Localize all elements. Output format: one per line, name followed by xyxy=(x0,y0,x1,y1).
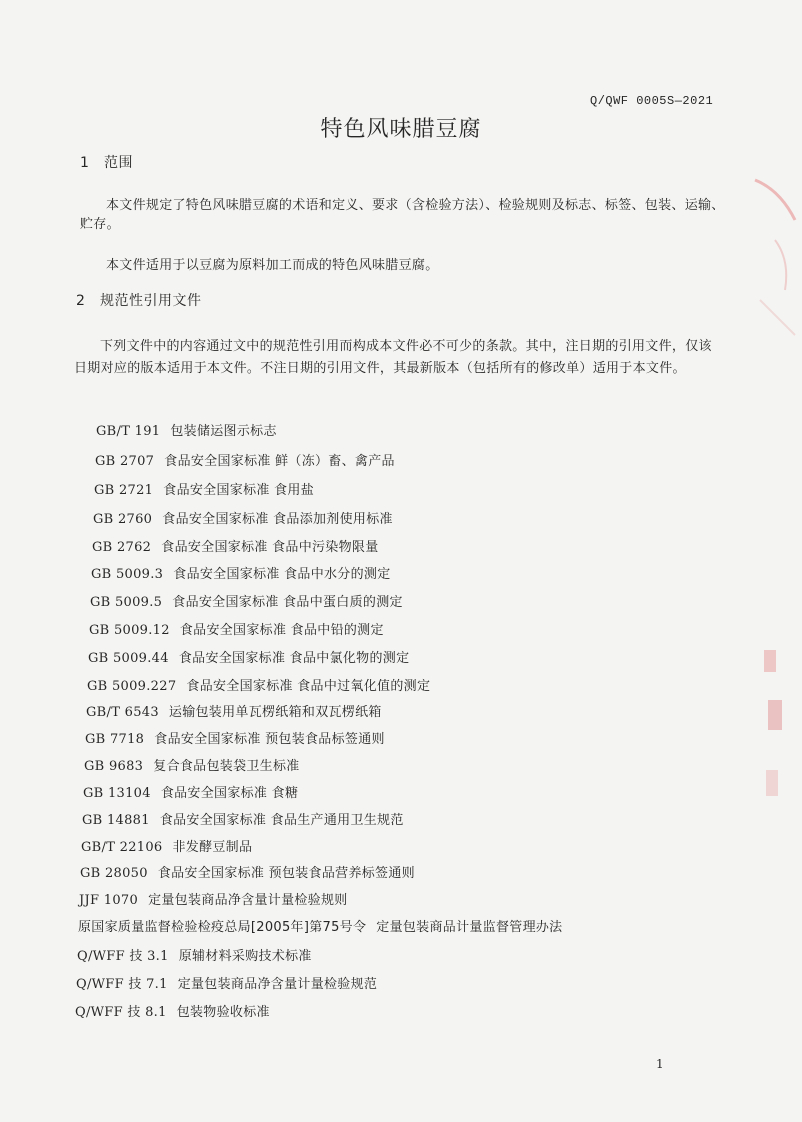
reference-title: 复合食品包装袋卫生标准 xyxy=(153,759,300,774)
reference-code: GB/T 22106 xyxy=(81,840,163,855)
reference-title: 食品安全国家标准 食品中污染物限量 xyxy=(161,540,379,555)
reference-code: Q/WFF 技 3.1 xyxy=(77,949,169,964)
reference-item xyxy=(88,647,409,666)
reference-item xyxy=(82,809,404,828)
reference-code: GB 2721 xyxy=(94,483,154,498)
reference-title: 包装储运图示标志 xyxy=(170,424,277,439)
reference-title: 食品安全国家标准 食品中过氧化值的测定 xyxy=(186,679,431,694)
seal-stamp-fragment-lower xyxy=(760,640,802,820)
reference-title: 食品安全国家标准 预包装食品标签通则 xyxy=(154,732,385,747)
standard-number: Q/QWF 0005S—2021 xyxy=(590,94,714,108)
reference-title: 非发酵豆制品 xyxy=(172,840,253,855)
reference-code: GB 2762 xyxy=(92,540,152,555)
reference-item xyxy=(91,563,391,582)
reference-item xyxy=(78,916,562,935)
reference-title: 定量包装商品净含量计量检验规则 xyxy=(148,893,348,908)
scope-paragraph-1: 本文件规定了特色风味腊豆腐的术语和定义、要求（含检验方法）、检验规则及标志、标签、包装、运输、贮存。 xyxy=(80,198,725,232)
reference-item xyxy=(77,945,312,964)
reference-title: 食品安全国家标准 食品中铅的测定 xyxy=(179,623,384,638)
reference-item xyxy=(80,862,415,881)
reference-title: 食品安全国家标准 食用盐 xyxy=(163,483,314,498)
section-number: 2 xyxy=(76,293,86,309)
reference-title: 食品安全国家标准 预包装食品营养标签通则 xyxy=(157,866,415,881)
reference-code: GB 5009.3 xyxy=(91,567,164,582)
reference-item xyxy=(79,889,348,908)
reference-code: GB 2760 xyxy=(93,512,153,527)
reference-title: 食品安全国家标准 食品中水分的测定 xyxy=(173,567,391,582)
section-number: 1 xyxy=(80,155,90,171)
reference-item xyxy=(85,728,385,747)
reference-code: 原国家质量监督检验检疫总局[2005年]第75号令 xyxy=(78,920,367,935)
reference-item xyxy=(92,536,379,555)
reference-item xyxy=(86,701,382,720)
reference-code: GB 5009.44 xyxy=(88,651,169,666)
reference-code: JJF 1070 xyxy=(79,893,139,908)
page-number: 1 xyxy=(656,1057,664,1071)
section-heading-normative-references xyxy=(76,290,202,310)
reference-item xyxy=(87,675,430,694)
reference-code: GB 7718 xyxy=(85,732,145,747)
reference-item xyxy=(84,755,300,774)
reference-code: GB 5009.227 xyxy=(87,679,177,694)
reference-code: Q/WFF 技 7.1 xyxy=(76,977,168,992)
reference-title: 食品安全国家标准 食品生产通用卫生规范 xyxy=(159,813,404,828)
scope-paragraph-2: 本文件适用于以豆腐为原料加工而成的特色风味腊豆腐。 xyxy=(106,258,439,273)
reference-item xyxy=(95,450,395,469)
document-title: 特色风味腊豆腐 xyxy=(320,117,482,142)
reference-title: 食品安全国家标准 鲜（冻）畜、禽产品 xyxy=(164,454,395,469)
reference-code: GB 28050 xyxy=(80,866,148,881)
reference-code: GB 14881 xyxy=(82,813,150,828)
reference-title: 食品安全国家标准 食糖 xyxy=(160,786,299,801)
reference-item xyxy=(75,1001,270,1020)
references-intro-paragraph: 下列文件中的内容通过文中的规范性引用而构成本文件必不可少的条款。其中，注日期的引用文件，仅该日期对应的版本适用于本文件。不注日期的引用文件，其最新版本（包括所有的修改单）适用于本文件。 xyxy=(74,339,712,376)
reference-code: GB 9683 xyxy=(84,759,144,774)
reference-code: GB/T 6543 xyxy=(86,705,159,720)
reference-code: GB 13104 xyxy=(83,786,151,801)
seal-stamp-fragment xyxy=(735,150,802,350)
reference-item xyxy=(89,619,384,638)
reference-title: 食品安全国家标准 食品中氯化物的测定 xyxy=(178,651,410,666)
reference-item xyxy=(81,836,252,855)
reference-item xyxy=(96,420,277,439)
reference-code: Q/WFF 技 8.1 xyxy=(75,1005,167,1020)
reference-code: GB 5009.5 xyxy=(90,595,163,610)
reference-title: 食品安全国家标准 食品添加剂使用标准 xyxy=(162,512,393,527)
reference-item xyxy=(83,782,298,801)
reference-code: GB 2707 xyxy=(95,454,155,469)
reference-item xyxy=(90,591,403,610)
section-title: 范围 xyxy=(104,155,133,171)
reference-title: 原辅材料采购技术标准 xyxy=(178,949,312,964)
reference-item xyxy=(93,508,393,527)
reference-code: GB 5009.12 xyxy=(89,623,170,638)
reference-code: GB/T 191 xyxy=(96,424,161,439)
reference-title: 定量包装商品计量监督管理办法 xyxy=(376,920,563,935)
reference-title: 食品安全国家标准 食品中蛋白质的测定 xyxy=(172,595,403,610)
reference-title: 包装物验收标准 xyxy=(176,1005,270,1020)
reference-item xyxy=(94,479,314,498)
reference-title: 运输包装用单瓦楞纸箱和双瓦楞纸箱 xyxy=(168,705,382,720)
section-title: 规范性引用文件 xyxy=(100,293,202,309)
section-heading-scope xyxy=(80,152,133,172)
reference-title: 定量包装商品净含量计量检验规范 xyxy=(177,977,378,992)
reference-item xyxy=(76,973,377,992)
